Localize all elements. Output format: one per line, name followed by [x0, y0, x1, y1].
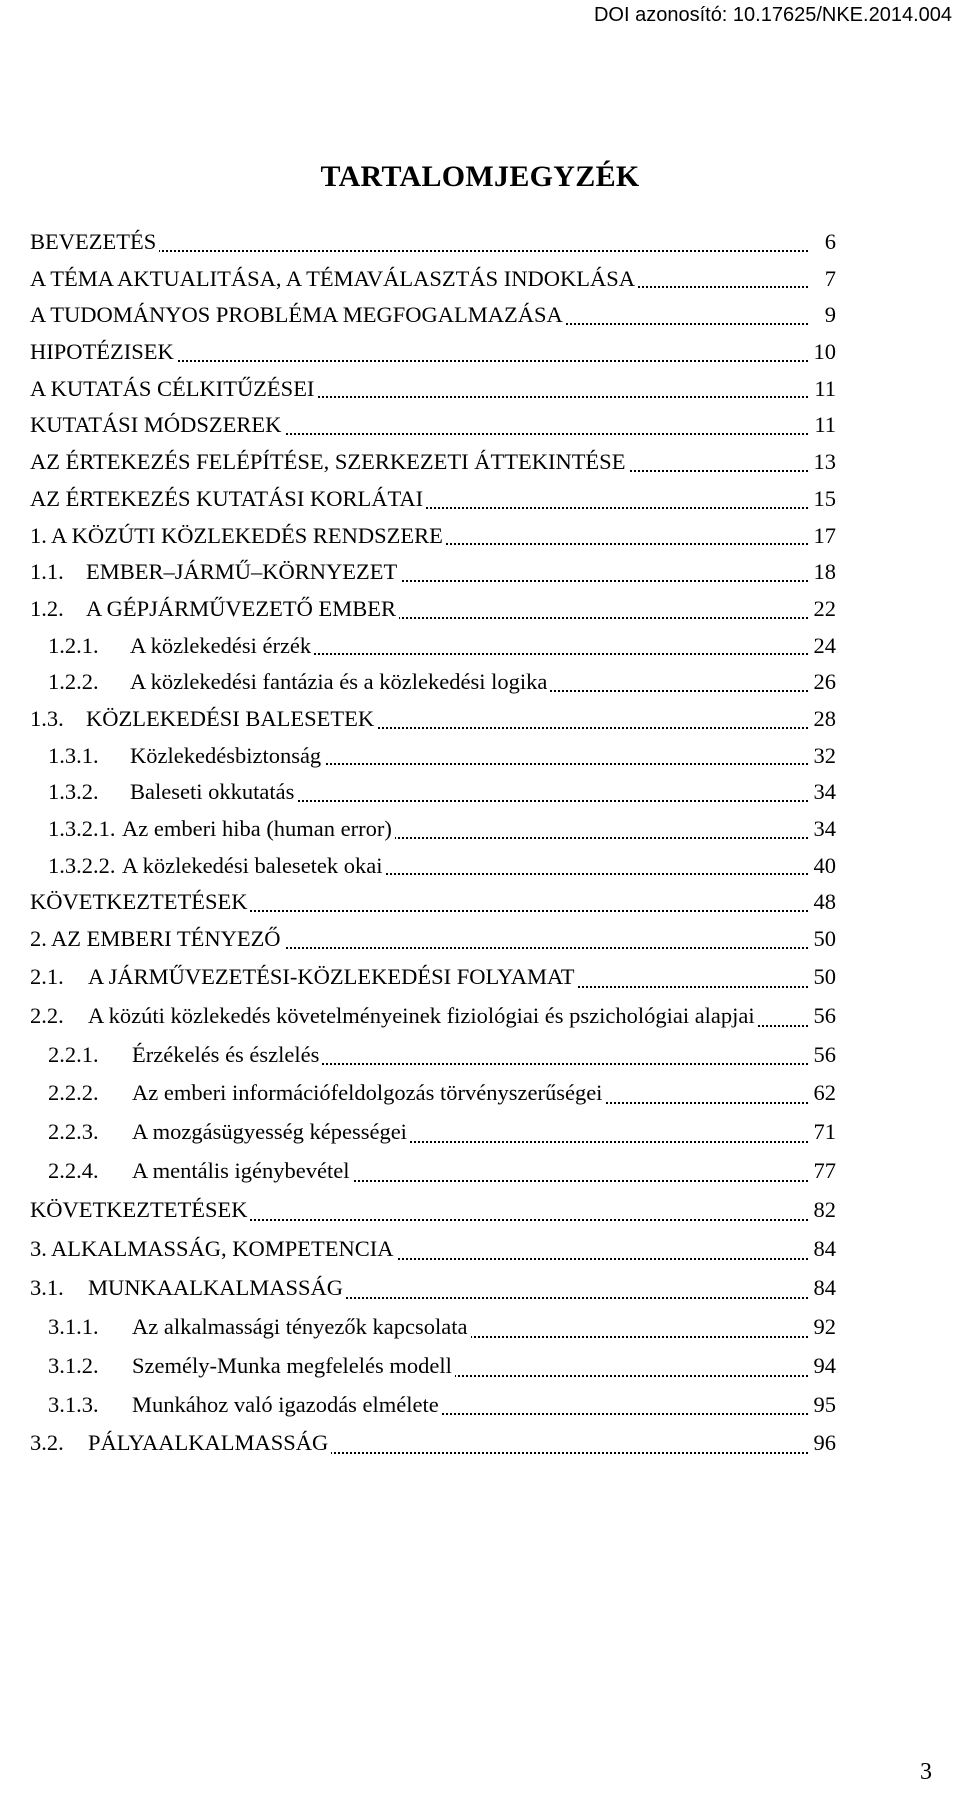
toc-entry-text	[30, 701, 377, 738]
toc-entry-text	[30, 407, 284, 444]
toc-entry-label: Baleseti okkutatás	[130, 779, 295, 805]
toc-entry-label: A mentális igénybevétel	[132, 1158, 350, 1184]
toc-entry[interactable]	[30, 224, 836, 261]
toc-entry-text	[30, 334, 177, 371]
page-title: TARTALOMJEGYZÉK	[320, 160, 640, 193]
toc-entry-label: A közlekedési érzék	[130, 632, 312, 658]
toc-entry-label: A közlekedési fantázia és a közlekedési logika	[130, 669, 548, 695]
toc-entry-label: Személy-Munka megfelelés modell	[132, 1352, 452, 1378]
toc-entry-page: 71	[811, 1113, 837, 1152]
toc-entry-text	[30, 1347, 455, 1386]
toc-entry[interactable]	[30, 371, 836, 408]
toc-entry-text	[30, 518, 446, 555]
toc-entry-label: A JÁRMŰVEZETÉSI-KÖZLEKEDÉSI FOLYAMAT	[88, 963, 575, 989]
table-of-contents	[30, 224, 836, 1463]
toc-entry-number: 1.3.2.1.	[48, 816, 116, 841]
toc-entry-label: A KÖZÚTI KÖZLEKEDÉS RENDSZERE	[51, 522, 443, 548]
toc-entry-text	[30, 1308, 471, 1347]
toc-entry-label: A TÉMA AKTUALITÁSA, A TÉMAVÁLASZTÁS INDOKLÁSA	[30, 265, 636, 291]
toc-entry-text	[30, 958, 577, 997]
toc-entry-page: 62	[811, 1074, 837, 1113]
toc-entry-page: 84	[811, 1230, 837, 1269]
toc-entry[interactable]	[30, 518, 836, 555]
page-number: 3	[920, 1759, 932, 1785]
toc-entry-label: MUNKAALKALMASSÁG	[88, 1274, 344, 1300]
toc-entry-page: 11	[811, 407, 836, 444]
toc-entry-text	[30, 628, 314, 665]
toc-entry-label: KÖZLEKEDÉSI BALESETEK	[86, 705, 375, 731]
toc-entry-number: 1.1.	[30, 559, 64, 585]
toc-entry-text	[30, 1191, 250, 1230]
toc-entry-page: 22	[811, 591, 837, 628]
toc-entry-text	[30, 997, 758, 1036]
toc-entry-text	[30, 738, 324, 775]
toc-entry-text	[30, 811, 395, 848]
toc-entry-page: 82	[811, 1191, 837, 1230]
toc-entry-text	[30, 1152, 352, 1191]
toc-entry-label: A KUTATÁS CÉLKITŰZÉSEI	[30, 375, 315, 401]
toc-entry-text	[30, 1386, 442, 1425]
toc-entry[interactable]	[30, 1424, 836, 1463]
toc-entry-number: 3.1.2.	[48, 1352, 99, 1378]
toc-entry[interactable]	[30, 297, 836, 334]
toc-entry-text	[30, 371, 317, 408]
toc-entry-label: KÖVETKEZTETÉSEK	[30, 889, 248, 915]
toc-entry[interactable]	[30, 1191, 836, 1230]
toc-entry-label: KÖVETKEZTETÉSEK	[30, 1197, 248, 1223]
toc-entry-text	[30, 554, 400, 591]
toc-entry-number: 2.2.3.	[48, 1119, 99, 1145]
toc-entry[interactable]	[30, 628, 836, 665]
doi-header: DOI azonosító: 10.17625/NKE.2014.004	[593, 4, 952, 26]
toc-entry-number: 2.	[30, 926, 47, 952]
toc-entry[interactable]	[30, 848, 836, 885]
toc-entry-page: 6	[822, 224, 836, 261]
toc-entry[interactable]	[30, 1152, 836, 1191]
toc-entry-label: KUTATÁSI MÓDSZEREK	[30, 412, 282, 438]
toc-entry[interactable]	[30, 1113, 836, 1152]
toc-entry-label: ALKALMASSÁG, KOMPETENCIA	[51, 1235, 394, 1261]
toc-entry-text	[30, 774, 297, 811]
toc-entry-number: 1.3.1.	[48, 742, 99, 768]
toc-entry-page: 11	[811, 371, 836, 408]
toc-entry-text	[30, 664, 550, 701]
toc-entry-page: 18	[811, 554, 837, 591]
toc-entry-page: 96	[811, 1424, 837, 1463]
toc-entry[interactable]	[30, 958, 836, 997]
toc-entry-page: 77	[811, 1152, 837, 1191]
toc-entry-number: 2.2.4.	[48, 1158, 99, 1184]
toc-entry[interactable]	[30, 591, 836, 628]
toc-entry-text	[30, 1074, 605, 1113]
toc-entry-label: BEVEZETÉS	[30, 229, 157, 254]
toc-entry-number: 3.1.1.	[48, 1313, 99, 1339]
toc-entry-text	[30, 1230, 397, 1269]
toc-entry-page: 50	[811, 958, 837, 997]
toc-entry-label: A közlekedési balesetek okai	[122, 852, 383, 878]
toc-entry-text	[30, 1113, 410, 1152]
toc-entry-label: PÁLYAALKALMASSÁG	[88, 1430, 329, 1456]
toc-entry-page: 40	[811, 848, 837, 885]
toc-entry-page: 15	[811, 481, 837, 518]
toc-entry[interactable]	[30, 1074, 836, 1113]
toc-entry-label: Közlekedésbiztonság	[130, 742, 322, 768]
toc-entry[interactable]	[30, 997, 836, 1036]
toc-entry-number: 3.1.3.	[48, 1391, 99, 1417]
toc-entry-number: 2.2.2.	[48, 1080, 99, 1106]
toc-entry-label: Az emberi hiba (human error)	[122, 816, 392, 841]
toc-entry-label: AZ ÉRTEKEZÉS FELÉPÍTÉSE, SZERKEZETI ÁTTEKINTÉSE	[30, 449, 626, 475]
toc-entry[interactable]	[30, 407, 836, 444]
toc-entry-page: 7	[822, 261, 836, 298]
toc-entry-label: AZ EMBERI TÉNYEZŐ	[51, 926, 281, 952]
toc-entry-text	[30, 921, 284, 958]
toc-entry-text	[30, 481, 426, 518]
toc-entry-text	[30, 1424, 331, 1463]
toc-entry-number: 2.1.	[30, 963, 64, 989]
toc-entry-label: EMBER–JÁRMŰ–KÖRNYEZET	[86, 559, 398, 585]
toc-entry-number: 2.2.1.	[48, 1041, 99, 1067]
toc-entry[interactable]	[30, 664, 836, 701]
toc-entry[interactable]	[30, 1347, 836, 1386]
toc-entry-page: 26	[811, 664, 837, 701]
toc-entry[interactable]	[30, 261, 836, 298]
toc-entry[interactable]	[30, 554, 836, 591]
toc-entry-page: 24	[811, 628, 837, 665]
toc-entry-page: 9	[822, 297, 836, 334]
toc-entry[interactable]	[30, 811, 836, 848]
toc-entry-label: A TUDOMÁNYOS PROBLÉMA MEGFOGALMAZÁSA	[30, 302, 563, 328]
toc-entry-text	[30, 444, 628, 481]
toc-entry-number: 3.2.	[30, 1430, 64, 1456]
toc-entry-text	[30, 261, 638, 298]
toc-entry-number: 1.	[30, 522, 47, 548]
toc-entry-page: 34	[811, 774, 837, 811]
toc-entry-page: 50	[811, 921, 837, 958]
toc-entry-page: 56	[811, 1036, 837, 1075]
toc-entry-number: 1.3.	[30, 705, 64, 731]
toc-entry-page: 34	[811, 811, 837, 848]
toc-entry-text	[30, 224, 159, 261]
toc-entry-number: 3.	[30, 1235, 47, 1261]
toc-entry-page: 94	[811, 1347, 837, 1386]
toc-entry-text	[30, 297, 566, 334]
toc-entry-label: Az emberi információfeldolgozás törvényszerűségei	[132, 1080, 603, 1106]
toc-entry[interactable]	[30, 738, 836, 775]
toc-entry-number: 1.2.	[30, 595, 64, 621]
toc-entry-label: Érzékelés és észlelés	[132, 1041, 320, 1067]
toc-entry-page: 17	[811, 518, 837, 555]
toc-entry[interactable]	[30, 701, 836, 738]
toc-entry-page: 56	[811, 997, 837, 1036]
toc-entry[interactable]	[30, 921, 836, 958]
toc-entry-page: 28	[811, 701, 837, 738]
toc-entry-label: A mozgásügyesség képességei	[132, 1119, 407, 1145]
toc-entry[interactable]	[30, 1230, 836, 1269]
toc-entry[interactable]	[30, 1386, 836, 1425]
toc-entry-text	[30, 1269, 346, 1308]
toc-entry-number: 1.3.2.2.	[48, 852, 116, 878]
toc-entry[interactable]	[30, 774, 836, 811]
toc-entry-text	[30, 884, 250, 921]
toc-entry-page: 92	[811, 1308, 837, 1347]
toc-entry-page: 95	[811, 1386, 837, 1425]
toc-entry[interactable]	[30, 1036, 836, 1075]
toc-entry-text	[30, 1036, 322, 1075]
toc-entry-number: 2.2.	[30, 1002, 64, 1028]
toc-entry[interactable]	[30, 1269, 836, 1308]
toc-entry-page: 84	[811, 1269, 837, 1308]
toc-entry-label: A GÉPJÁRMŰVEZETŐ EMBER	[86, 595, 397, 621]
toc-entry[interactable]	[30, 334, 836, 371]
toc-entry-text	[30, 591, 399, 628]
toc-entry-number: 1.2.1.	[48, 632, 99, 658]
toc-entry-label: AZ ÉRTEKEZÉS KUTATÁSI KORLÁTAI	[30, 485, 424, 511]
toc-entry-label: HIPOTÉZISEK	[30, 339, 174, 365]
toc-entry-page: 48	[811, 884, 837, 921]
toc-entry-label: A közúti közlekedés követelményeinek fiziológiai és pszichológiai alapjai	[88, 1002, 755, 1028]
toc-entry-number: 1.3.2.	[48, 779, 99, 805]
toc-entry[interactable]	[30, 1308, 836, 1347]
toc-entry-text	[30, 848, 386, 885]
toc-entry[interactable]	[30, 481, 836, 518]
toc-entry-label: Munkához való igazodás elmélete	[132, 1391, 439, 1417]
toc-entry-number: 3.1.	[30, 1274, 64, 1300]
toc-entry-page: 32	[811, 738, 837, 775]
toc-entry[interactable]	[30, 444, 836, 481]
toc-entry-label: Az alkalmassági tényezők kapcsolata	[132, 1313, 468, 1339]
toc-entry-page: 10	[811, 334, 837, 371]
toc-entry-number: 1.2.2.	[48, 669, 99, 695]
toc-entry[interactable]	[30, 884, 836, 921]
toc-entry-page: 13	[811, 444, 837, 481]
